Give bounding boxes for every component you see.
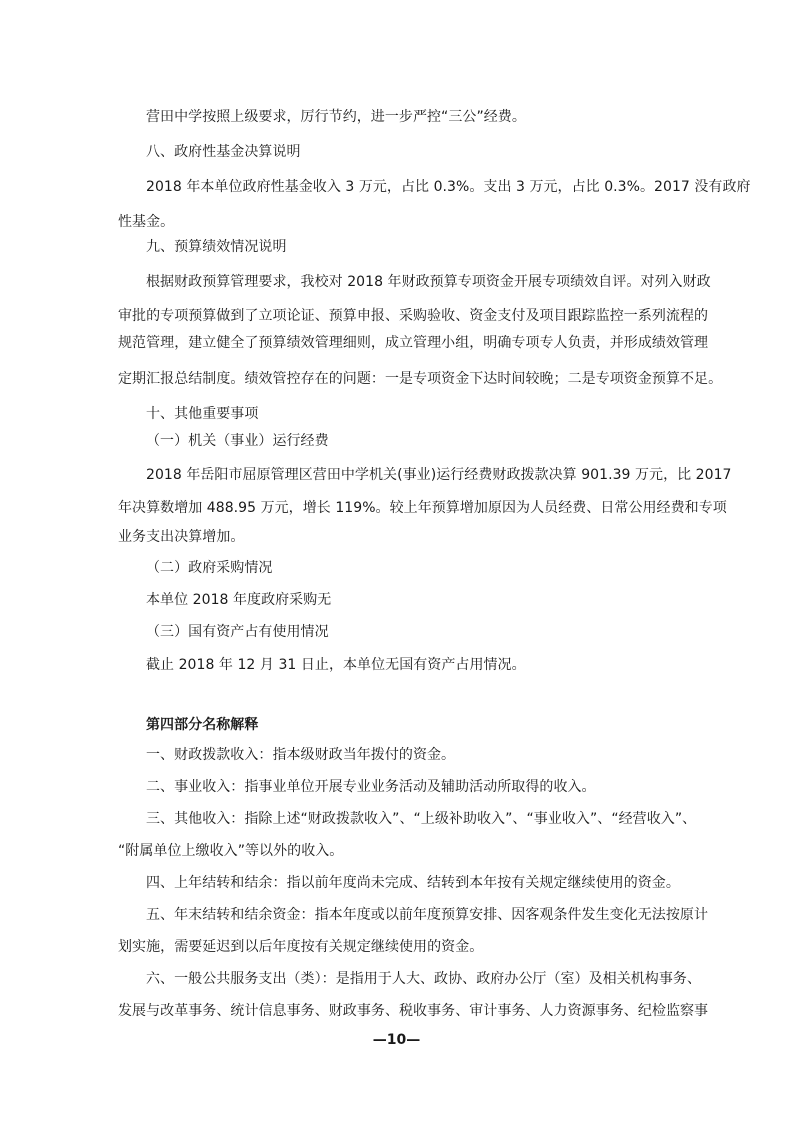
text-line-performance-4: 定期汇报总结制度。绩效管控存在的问题：一是专项资金下达时间较晚；二是专项资金预算不足。 [118, 371, 723, 387]
glossary-item-4: 四、上年结转和结余：指以前年度尚未完成、结转到本年按有关规定继续使用的资金。 [146, 875, 680, 891]
text-line-sangong: 营田中学按照上级要求，厉行节约，进一步严控“三公”经费。 [146, 109, 526, 125]
text-line-operating-2: 年决算数增加 488.95 万元，增长 119%。较上年预算增加原因为人员经费、日常公用经费和专项 [118, 500, 727, 516]
text-line-performance-3: 规范管理，建立健全了预算绩效管理细则，成立管理小组，明确专项专人负责，并形成绩效管理 [118, 335, 709, 351]
glossary-item-5-line-2: 划实施，需要延迟到以后年度按有关规定继续使用的资金。 [118, 939, 484, 955]
text-line-performance-2: 审批的专项预算做到了立项论证、预算申报、采购验收、资金支付及项目跟踪监控一系列流程的 [118, 308, 709, 324]
text-line-operating-1: 2018 年岳阳市屈原管理区营田中学机关(事业)运行经费财政拨款决算 901.39 万元，比 2017 [146, 467, 732, 483]
text-line-state-assets: 截止 2018 年 12 月 31 日止，本单位无国有资产占用情况。 [146, 657, 526, 673]
glossary-item-2: 二、事业收入：指事业单位开展专业业务活动及辅助活动所取得的收入。 [146, 779, 596, 795]
text-line-operating-3: 业务支出决算增加。 [118, 529, 245, 545]
glossary-item-3-line-1: 三、其他收入：指除上述“财政拨款收入”、“上级补助收入”、“事业收入”、“经营收入”、 [146, 811, 697, 827]
text-line-procurement: 本单位 2018 年度政府采购无 [146, 592, 332, 608]
subheading-procurement: （二）政府采购情况 [146, 560, 273, 576]
subheading-operating-costs: （一）机关（事业）运行经费 [146, 433, 329, 449]
glossary-item-1: 一、财政拨款收入：指本级财政当年拨付的资金。 [146, 747, 456, 763]
text-line-performance-1: 根据财政预算管理要求，我校对 2018 年财政预算专项资金开展专项绩效自评。对列入财政 [146, 274, 711, 290]
text-line-govfund-1: 2018 年本单位政府性基金收入 3 万元，占比 0.3%。支出 3 万元，占比 0.3%。2017 没有政府 [146, 179, 751, 195]
section-title-glossary: 第四部分名称解释 [146, 717, 259, 733]
heading-govfund: 八、政府性基金决算说明 [146, 144, 301, 160]
page-number: —10— [372, 1032, 421, 1048]
glossary-item-6-line-2: 发展与改革事务、统计信息事务、财政事务、税收事务、审计事务、人力资源事务、纪检监察事 [118, 1003, 709, 1019]
subheading-state-assets: （三）国有资产占有使用情况 [146, 624, 329, 640]
heading-other-matters: 十、其他重要事项 [146, 406, 259, 422]
glossary-item-3-line-2: “附属单位上缴收入”等以外的收入。 [118, 843, 344, 859]
heading-performance: 九、预算绩效情况说明 [146, 239, 287, 255]
glossary-item-6-line-1: 六、一般公共服务支出（类）：是指用于人大、政协、政府办公厅（室）及相关机构事务、 [146, 971, 701, 987]
text-line-govfund-2: 性基金。 [118, 214, 175, 230]
glossary-item-5-line-1: 五、年末结转和结余资金：指本年度或以前年度预算安排、因客观条件发生变化无法按原计 [146, 907, 708, 923]
